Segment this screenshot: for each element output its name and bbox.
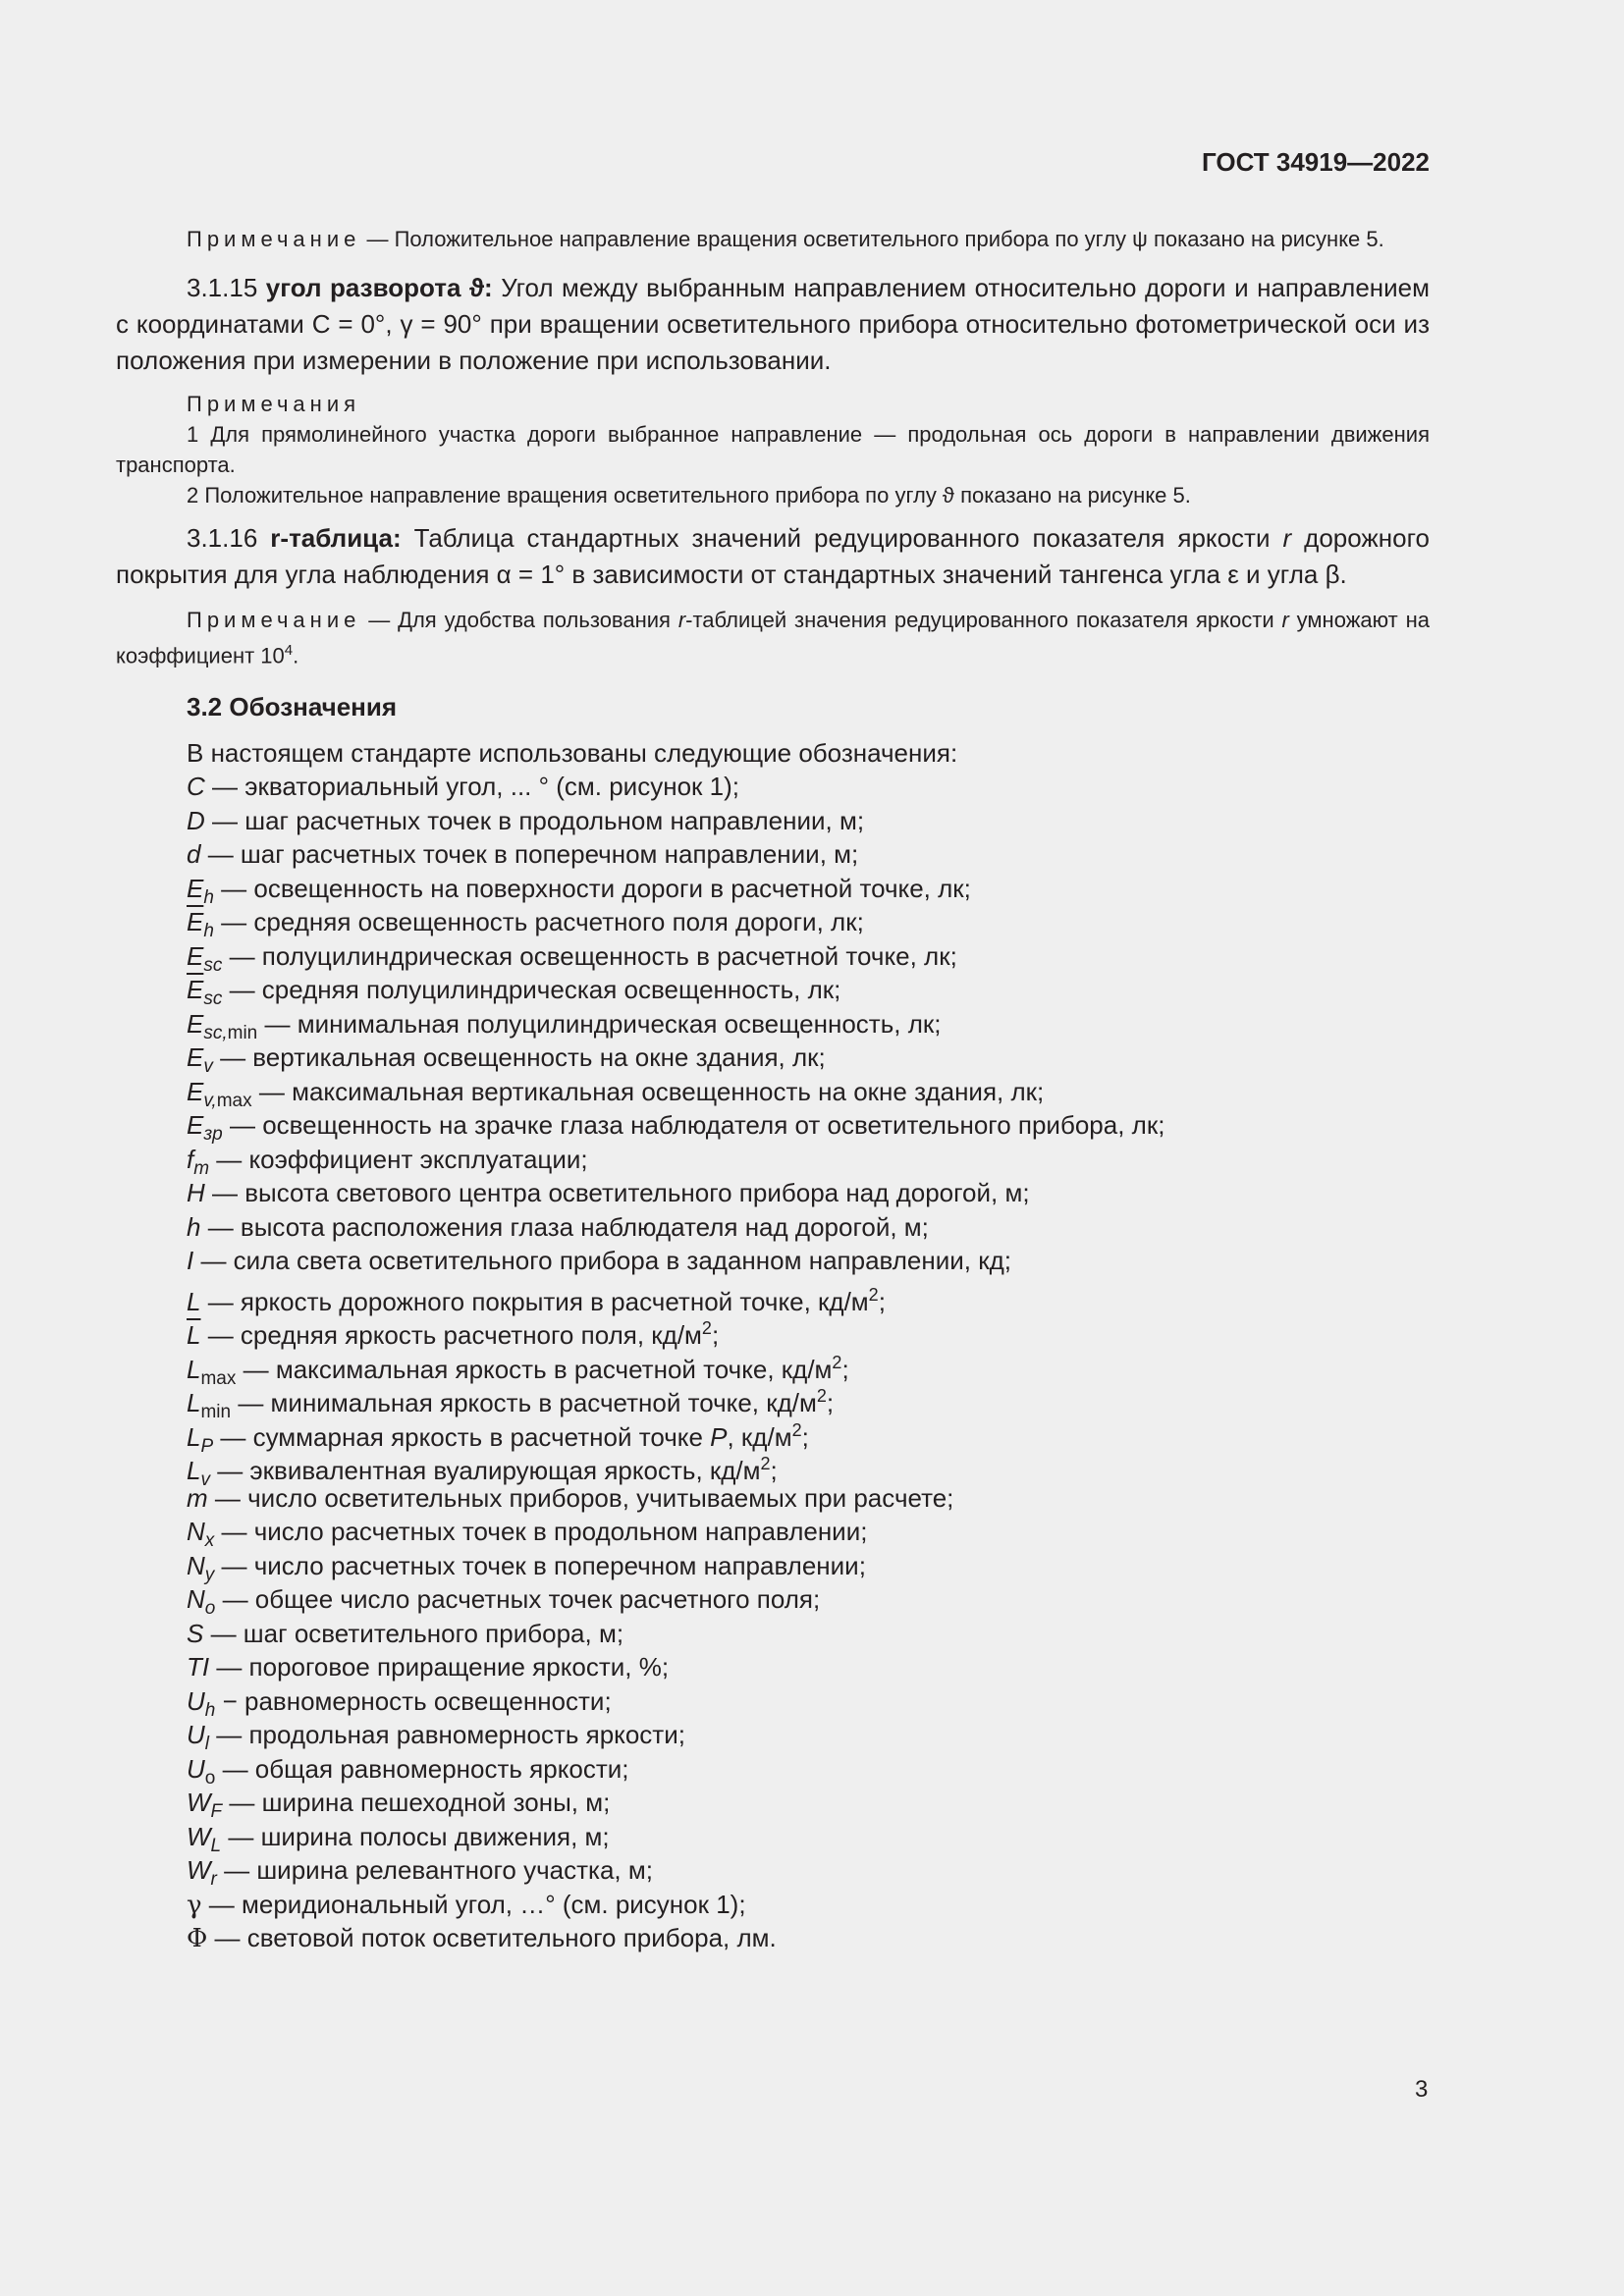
subscript-italic: m bbox=[193, 1157, 210, 1179]
symbol-entry bbox=[187, 1007, 1430, 1041]
symbol-point: P bbox=[710, 1421, 728, 1452]
page-content bbox=[116, 224, 1430, 1955]
subscript-upright: o bbox=[204, 1767, 216, 1789]
symbol-description: — шаг расчетных точек в поперечном направлении, м; bbox=[200, 839, 859, 870]
term-3-1-15 bbox=[116, 270, 1430, 379]
symbol-description: — средняя освещенность расчетного поля дороги, лк; bbox=[213, 907, 864, 937]
symbol-description: — коэффициент эксплуатации; bbox=[209, 1144, 588, 1174]
symbol-letter: Φ bbox=[187, 1924, 208, 1954]
symbol-description: — число расчетных точек в поперечном направлении; bbox=[214, 1550, 866, 1580]
symbol-entry bbox=[187, 1210, 1430, 1245]
subscript-italic: F bbox=[210, 1801, 223, 1823]
symbol-entry bbox=[187, 1752, 1430, 1787]
term-number: 3.1.15 bbox=[187, 273, 266, 302]
symbol-description: — минимальная яркость в расчетной точке, кд/м bbox=[231, 1388, 817, 1418]
symbol-letter: d bbox=[187, 839, 201, 870]
subscript-upright: min bbox=[227, 1022, 258, 1043]
symbol-description-end: ; bbox=[826, 1388, 835, 1418]
symbol-entry bbox=[187, 837, 1430, 872]
symbol-description-end: ; bbox=[711, 1320, 720, 1351]
symbol-entry bbox=[187, 1549, 1430, 1583]
note-item-2: 2 Положительное направление вращения осветительного прибора по углу ϑ показано на рисунке 5. bbox=[187, 483, 1191, 507]
note-item-1: 1 Для прямолинейного участка дороги выбранное направление — продольная ось дороги в направлении движения транспорта. bbox=[116, 422, 1430, 477]
subscript-italic: P bbox=[200, 1435, 214, 1457]
standard-header: ГОСТ 34919—2022 bbox=[1202, 147, 1430, 177]
note-text-part-2: -таблицей значения редуцированного показателя яркости bbox=[685, 608, 1282, 632]
term-definition: Угол между выбранным направлением относительно дороги и направлением с координатами С = 0°, γ = 90° при вращении осветительного прибора относительно фотометрической оси из положения при измерении в положение при использовании. bbox=[116, 273, 1430, 375]
symbol-entry bbox=[187, 1311, 1430, 1351]
symbol-letter: L bbox=[187, 1388, 201, 1418]
symbol-description: — эквивалентная вуалирующая яркость, кд/м bbox=[209, 1456, 761, 1486]
symbol-description: — шаг осветительного прибора, м; bbox=[203, 1618, 624, 1648]
symbol-description: — пороговое приращение яркости, %; bbox=[209, 1652, 670, 1682]
symbol-letter: W bbox=[187, 1855, 211, 1886]
symbol-letter: U bbox=[187, 1753, 205, 1784]
symbol-superscript: 2 bbox=[868, 1284, 879, 1305]
symbol-entry bbox=[187, 1075, 1430, 1109]
symbol-letter: L bbox=[187, 1286, 201, 1316]
symbol-entry bbox=[187, 973, 1430, 1010]
symbol-entry bbox=[187, 1481, 1430, 1516]
symbol-letter: TI bbox=[187, 1652, 210, 1682]
subscript-upright: min bbox=[200, 1402, 232, 1423]
symbol-description: — ширина пешеходной зоны, м; bbox=[222, 1788, 611, 1818]
note-text-end: . bbox=[293, 643, 299, 668]
note-text-part-1: — Для удобства пользования bbox=[360, 608, 678, 632]
symbol-entry bbox=[187, 1684, 1430, 1719]
subscript-italic: L bbox=[210, 1835, 222, 1856]
subscript-italic: l bbox=[204, 1734, 210, 1755]
symbol-description: — меридиональный угол, …° (см. рисунок 1); bbox=[201, 1889, 746, 1919]
symbol-entry bbox=[187, 1921, 1430, 1955]
subscript-italic: v bbox=[203, 1056, 213, 1078]
symbol-entry bbox=[187, 1346, 1430, 1389]
subscript-italic: sc, bbox=[203, 1022, 228, 1043]
symbol-description: — средняя полуцилиндрическая освещенность, лк; bbox=[222, 975, 841, 1005]
note-label: Примечание bbox=[187, 227, 361, 251]
subscript-italic: h bbox=[204, 1699, 216, 1721]
term-definition-part-2: дорожного покрытия для угла наблюдения α = 1° в зависимости от стандартных значений тангенса угла ε и угла β. bbox=[116, 523, 1431, 589]
symbol-description: — суммарная яркость в расчетной точке bbox=[213, 1421, 711, 1452]
subscript-italic: зр bbox=[203, 1124, 223, 1146]
symbol-description: — сила света осветительного прибора в заданном направлении, кд; bbox=[193, 1246, 1011, 1276]
symbol-entry bbox=[187, 1820, 1430, 1854]
term-name: r-таблица: bbox=[270, 523, 402, 553]
symbol-letter: W bbox=[187, 1821, 211, 1851]
symbol-description: — световой поток осветительного прибора, лм. bbox=[207, 1923, 777, 1953]
symbols-list bbox=[116, 736, 1430, 1955]
symbol-entries bbox=[187, 770, 1430, 1955]
symbol-letter: W bbox=[187, 1788, 211, 1818]
symbol-description-end: ; bbox=[770, 1456, 778, 1486]
term-number: 3.1.16 bbox=[187, 523, 271, 553]
term-name: угол разворота ϑ: bbox=[265, 273, 493, 302]
symbol-entry bbox=[187, 1143, 1430, 1177]
subscript-italic: sc bbox=[203, 988, 223, 1010]
symbol-description: — общая равномерность яркости; bbox=[215, 1753, 629, 1784]
section-title: 3.2 Обозначения bbox=[187, 692, 398, 722]
symbol-letter: L bbox=[187, 1456, 201, 1486]
term-3-1-16 bbox=[116, 520, 1430, 593]
symbol-letter: h bbox=[187, 1211, 201, 1242]
subscript-italic: h bbox=[203, 886, 214, 908]
symbol-entry bbox=[187, 1447, 1430, 1491]
symbol-entry bbox=[187, 1786, 1430, 1823]
symbol-superscript: 2 bbox=[832, 1352, 842, 1372]
symbol-entry bbox=[187, 939, 1430, 974]
symbol-description: — минимальная полуцилиндрическая освещенность, лк; bbox=[257, 1008, 942, 1039]
symbol-letter: E bbox=[187, 873, 204, 903]
subscript-italic: h bbox=[203, 921, 214, 942]
symbol-letter: E bbox=[187, 1076, 204, 1106]
symbol-letter: U bbox=[187, 1685, 205, 1716]
symbol-description: — шаг расчетных точек в продольном направлении, м; bbox=[204, 805, 865, 835]
symbol-letter: $\overline{E}$ bbox=[187, 907, 204, 937]
note-text-part-3: умножают на коэффициент 10 bbox=[116, 608, 1430, 668]
symbol-entry bbox=[187, 1244, 1430, 1278]
symbol-description: — высота светового центра осветительного прибора над дорогой, м; bbox=[204, 1178, 1030, 1208]
symbols-intro: В настоящем стандарте использованы следующие обозначения: bbox=[187, 738, 958, 769]
symbol-entry bbox=[187, 1650, 1430, 1684]
symbol-description: — число расчетных точек в продольном направлении; bbox=[214, 1517, 868, 1547]
symbol-description: — ширина полосы движения, м; bbox=[221, 1821, 610, 1851]
symbol-description-cont: , кд/м bbox=[727, 1421, 792, 1452]
symbol-description: — высота расположения глаза наблюдателя над дорогой, м; bbox=[200, 1211, 929, 1242]
subscript-upright: max bbox=[216, 1090, 252, 1111]
symbol-entry bbox=[187, 1278, 1430, 1316]
symbol-letter: $\overline{L}$ bbox=[187, 1320, 201, 1351]
symbol-letter: E bbox=[187, 940, 204, 971]
symbol-entry bbox=[187, 1414, 1430, 1457]
symbol-entry bbox=[187, 1718, 1430, 1755]
symbol-entry bbox=[187, 804, 1430, 838]
symbol-description: — продольная равномерность яркости; bbox=[209, 1720, 685, 1750]
symbol-entry bbox=[187, 1108, 1430, 1146]
symbol-description: — ширина релевантного участка, м; bbox=[216, 1855, 653, 1886]
symbol-letter: N bbox=[187, 1550, 205, 1580]
symbol-letter: H bbox=[187, 1178, 205, 1208]
symbol-description: — экваториальный угол, ... ° (см. рисунок 1); bbox=[204, 772, 739, 802]
symbol-description-end: ; bbox=[878, 1286, 886, 1316]
symbol-description-end: ; bbox=[841, 1354, 849, 1384]
subscript-italic: v, bbox=[203, 1090, 217, 1111]
symbol-letter: E bbox=[187, 1042, 204, 1073]
symbol-letter: I bbox=[187, 1246, 194, 1276]
subscript-italic: sc bbox=[203, 954, 223, 976]
symbol-description: − равномерность освещенности; bbox=[215, 1685, 612, 1716]
symbol-letter: m bbox=[187, 1482, 208, 1513]
symbol-letter: D bbox=[187, 805, 205, 835]
symbol-letter: γ bbox=[187, 1890, 202, 1920]
subscript-italic: r bbox=[210, 1869, 217, 1891]
term-definition-part-1: Таблица стандартных значений редуцированного показателя яркости bbox=[401, 523, 1283, 553]
symbol-description: — полуцилиндрическая освещенность в расчетной точке, лк; bbox=[222, 940, 957, 971]
symbol-entry bbox=[187, 905, 1430, 942]
symbol-letter: S bbox=[187, 1618, 204, 1648]
note-text: — Положительное направление вращения осветительного прибора по углу ψ показано на рисунке 5. bbox=[360, 227, 1384, 251]
symbol-entry bbox=[187, 1515, 1430, 1552]
symbol-letter: U bbox=[187, 1720, 205, 1750]
symbol-description: — яркость дорожного покрытия в расчетной точке, кд/м bbox=[200, 1286, 869, 1316]
symbol-description-end: ; bbox=[801, 1421, 809, 1452]
symbol-description: — средняя яркость расчетного поля, кд/м bbox=[200, 1320, 702, 1351]
symbol-superscript: 2 bbox=[816, 1386, 827, 1407]
symbol-description: — число осветительных приборов, учитываемых при расчете; bbox=[207, 1482, 954, 1513]
subscript-upright: max bbox=[200, 1367, 237, 1389]
symbol-entry bbox=[187, 1041, 1430, 1078]
symbol-entry bbox=[187, 1176, 1430, 1210]
notes-title: Примечания bbox=[187, 392, 361, 416]
symbol-superscript: 2 bbox=[760, 1454, 771, 1474]
symbol-description: — вертикальная освещенность на окне здания, лк; bbox=[212, 1042, 826, 1073]
symbol-description: — максимальная вертикальная освещенность на окне здания, лк; bbox=[251, 1076, 1045, 1106]
note-r-symbol: r bbox=[1281, 608, 1289, 632]
note-psi bbox=[116, 224, 1430, 254]
symbol-letter: L bbox=[187, 1354, 201, 1384]
symbol-letter: N bbox=[187, 1517, 205, 1547]
symbol-entry bbox=[187, 872, 1430, 906]
subscript-italic: y bbox=[204, 1564, 215, 1585]
note-r-table bbox=[116, 605, 1430, 670]
page-number: 3 bbox=[1415, 2076, 1429, 2103]
subscript-italic: o bbox=[204, 1598, 216, 1620]
symbol-letter: C bbox=[187, 772, 205, 802]
symbol-letter: f bbox=[187, 1144, 194, 1174]
symbol-entry bbox=[187, 1888, 1430, 1922]
symbol-superscript: 2 bbox=[701, 1318, 712, 1339]
term-r-symbol: r bbox=[1282, 523, 1292, 553]
symbol-description: — максимальная яркость в расчетной точке, кд/м bbox=[236, 1354, 833, 1384]
symbol-description: — освещенность на зрачке глаза наблюдателя от осветительного прибора, лк; bbox=[222, 1110, 1165, 1141]
symbol-letter: N bbox=[187, 1584, 205, 1615]
symbol-entry bbox=[187, 1582, 1430, 1620]
subscript-italic: v bbox=[200, 1469, 210, 1491]
symbol-letter: $\overline{E}$ bbox=[187, 975, 204, 1005]
symbol-description: — освещенность на поверхности дороги в расчетной точке, лк; bbox=[213, 873, 971, 903]
note-exponent: 4 bbox=[284, 642, 294, 659]
symbol-entry bbox=[187, 1617, 1430, 1651]
symbol-letter: L bbox=[187, 1421, 201, 1452]
symbol-description: — общее число расчетных точек расчетного поля; bbox=[215, 1584, 821, 1615]
note-r-symbol: r bbox=[677, 608, 686, 632]
subscript-italic: x bbox=[204, 1530, 215, 1552]
symbol-entry bbox=[187, 770, 1430, 804]
symbol-entry bbox=[187, 1379, 1430, 1423]
note-label: Примечание bbox=[187, 608, 361, 632]
symbol-entry bbox=[187, 1853, 1430, 1891]
symbol-superscript: 2 bbox=[791, 1419, 802, 1440]
symbol-letter: E bbox=[187, 1008, 204, 1039]
symbol-letter: E bbox=[187, 1110, 204, 1141]
